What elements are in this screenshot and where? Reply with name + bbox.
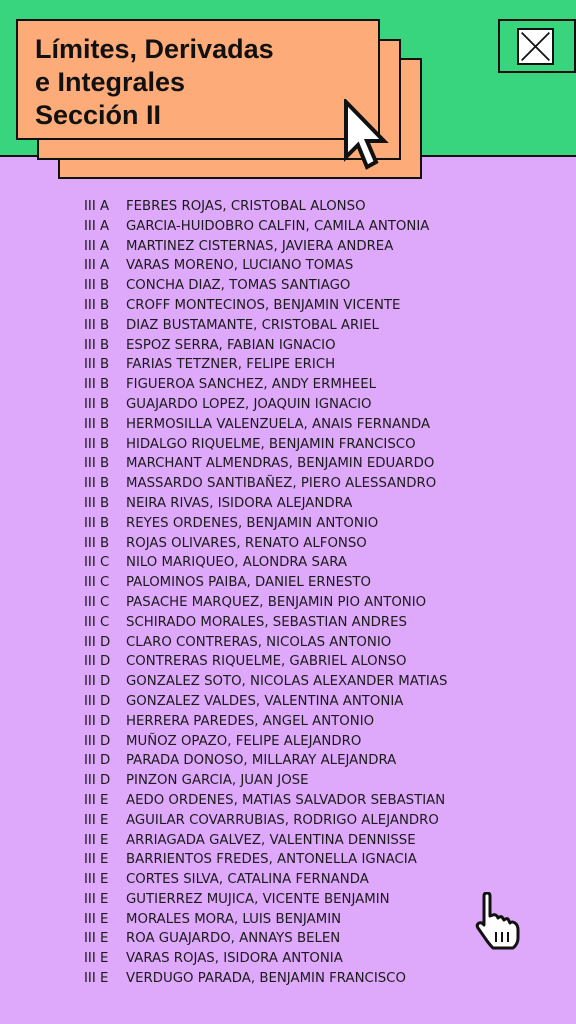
list-item: [84, 534, 447, 554]
list-item: [84, 514, 447, 534]
list-item: [84, 435, 447, 455]
course-label: III C: [84, 594, 110, 610]
course-label: III C: [84, 614, 110, 630]
student-name: VERDUGO PARADA, BENJAMIN FRANCISCO: [126, 971, 406, 987]
course-label: III B: [84, 297, 110, 313]
student-name: CROFF MONTECINOS, BENJAMIN VICENTE: [126, 297, 401, 313]
student-name: HIDALGO RIQUELME, BENJAMIN FRANCISCO: [126, 436, 416, 452]
course-label: III A: [84, 199, 110, 214]
list-item: [84, 256, 447, 276]
title-line-1: Límites, Derivadas: [35, 34, 274, 64]
hand-pointer-icon: [474, 892, 522, 950]
course-label: III E: [84, 891, 109, 907]
course-label: III B: [84, 456, 110, 472]
course-label: III D: [84, 773, 111, 789]
list-item: [84, 553, 447, 573]
student-name: CLARO CONTRERAS, NICOLAS ANTONIO: [126, 634, 392, 650]
close-button[interactable]: [498, 19, 576, 73]
list-item: [84, 712, 447, 732]
course-label: III E: [84, 971, 109, 987]
course-label: III B: [84, 396, 110, 412]
list-item: [84, 652, 447, 672]
course-label: III D: [84, 674, 111, 690]
student-name: GARCIA-HUIDOBRO CALFIN, CAMILA ANTONIA: [126, 218, 430, 234]
course-label: III B: [84, 317, 110, 333]
course-label: III B: [84, 337, 110, 353]
course-label: III A: [84, 238, 110, 254]
list-item: [84, 296, 447, 316]
course-label: III B: [84, 278, 110, 294]
course-label: III E: [84, 832, 109, 848]
course-label: III D: [84, 693, 111, 709]
list-item: [84, 217, 447, 237]
student-name: AGUILAR COVARRUBIAS, RODRIGO ALEJANDRO: [126, 812, 439, 828]
student-name: FARIAS TETZNER, FELIPE ERICH: [126, 357, 336, 373]
course-label: III B: [84, 535, 110, 551]
student-name: DIAZ BUSTAMANTE, CRISTOBAL ARIEL: [126, 317, 379, 333]
course-label: III B: [84, 436, 110, 452]
student-list: [84, 197, 447, 989]
student-name: MASSARDO SANTIBAÑEZ, PIERO ALESSANDRO: [126, 476, 437, 492]
list-item: [84, 355, 447, 375]
student-name: FIGUEROA SANCHEZ, ANDY ERMHEEL: [126, 377, 377, 393]
list-item: [84, 573, 447, 593]
student-name: BARRIENTOS FREDES, ANTONELLA IGNACIA: [126, 852, 417, 868]
list-item: [84, 831, 447, 851]
list-item: [84, 929, 447, 949]
list-item: [84, 494, 447, 514]
list-item: [84, 237, 447, 257]
list-item: [84, 375, 447, 395]
course-label: III E: [84, 911, 109, 927]
course-label: III D: [84, 753, 111, 769]
title-card: [16, 19, 380, 140]
student-name: NEIRA RIVAS, ISIDORA ALEJANDRA: [126, 495, 353, 511]
course-label: III E: [84, 852, 109, 868]
close-icon[interactable]: [517, 28, 554, 65]
list-item: [84, 771, 447, 791]
student-name: GONZALEZ SOTO, NICOLAS ALEXANDER MATIAS: [126, 674, 448, 690]
list-item: [84, 316, 447, 336]
course-label: III E: [84, 792, 109, 808]
list-item: [84, 890, 447, 910]
title-line-2: e Integrales: [35, 67, 186, 97]
list-item: [84, 336, 447, 356]
student-name: NILO MARIQUEO, ALONDRA SARA: [126, 555, 348, 571]
page-title: [35, 33, 375, 132]
student-name: VARAS ROJAS, ISIDORA ANTONIA: [126, 951, 343, 967]
course-label: III B: [84, 515, 110, 531]
course-label: III E: [84, 872, 109, 888]
list-item: [84, 870, 447, 890]
course-label: III B: [84, 495, 110, 511]
list-item: [84, 415, 447, 435]
student-name: HERRERA PAREDES, ANGEL ANTONIO: [126, 713, 375, 729]
student-name: ROA GUAJARDO, ANNAYS BELEN: [126, 931, 341, 947]
course-label: III D: [84, 634, 111, 650]
student-name: HERMOSILLA VALENZUELA, ANAIS FERNANDA: [126, 416, 431, 432]
student-name: VARAS MORENO, LUCIANO TOMAS: [126, 258, 354, 274]
list-item: [84, 949, 447, 969]
student-name: ESPOZ SERRA, FABIAN IGNACIO: [126, 337, 336, 353]
student-name: ARRIAGADA GALVEZ, VALENTINA DENNISSE: [126, 832, 416, 848]
list-item: [84, 811, 447, 831]
course-label: III B: [84, 416, 110, 432]
arrow-cursor-icon: [343, 99, 391, 179]
student-name: MORALES MORA, LUIS BENJAMIN: [126, 911, 342, 927]
list-item: [84, 969, 447, 989]
student-name: SCHIRADO MORALES, SEBASTIAN ANDRES: [126, 614, 407, 630]
student-name: MUÑOZ OPAZO, FELIPE ALEJANDRO: [126, 733, 362, 749]
list-item: [84, 613, 447, 633]
list-item: [84, 197, 447, 217]
list-item: [84, 910, 447, 930]
student-name: AEDO ORDENES, MATIAS SALVADOR SEBASTIAN: [126, 792, 446, 808]
course-label: III B: [84, 476, 110, 492]
course-label: III C: [84, 575, 110, 591]
student-name: CONCHA DIAZ, TOMAS SANTIAGO: [126, 278, 351, 294]
student-name: REYES ORDENES, BENJAMIN ANTONIO: [126, 515, 379, 531]
list-item: [84, 593, 447, 613]
student-name: CONTRERAS RIQUELME, GABRIEL ALONSO: [126, 654, 407, 670]
course-label: III D: [84, 733, 111, 749]
course-label: III A: [84, 218, 110, 234]
list-item: [84, 633, 447, 653]
student-name: PINZON GARCIA, JUAN JOSE: [126, 773, 309, 789]
list-item: [84, 732, 447, 752]
course-label: III B: [84, 357, 110, 373]
student-name: ROJAS OLIVARES, RENATO ALFONSO: [126, 535, 367, 551]
list-item: [84, 791, 447, 811]
student-name: PASACHE MARQUEZ, BENJAMIN PIO ANTONIO: [126, 594, 427, 610]
course-label: III E: [84, 812, 109, 828]
list-item: [84, 454, 447, 474]
course-label: III E: [84, 951, 109, 967]
student-name: PARADA DONOSO, MILLARAY ALEJANDRA: [126, 753, 397, 769]
list-item: [84, 395, 447, 415]
list-item: [84, 474, 447, 494]
course-label: III C: [84, 555, 110, 571]
list-item: [84, 751, 447, 771]
student-name: PALOMINOS PAIBA, DANIEL ERNESTO: [126, 575, 372, 591]
student-name: MARCHANT ALMENDRAS, BENJAMIN EDUARDO: [126, 456, 435, 472]
student-name: FEBRES ROJAS, CRISTOBAL ALONSO: [126, 199, 366, 214]
list-item: [84, 850, 447, 870]
course-label: III D: [84, 654, 111, 670]
course-label: III E: [84, 931, 109, 947]
student-name: MARTINEZ CISTERNAS, JAVIERA ANDREA: [126, 238, 394, 254]
course-label: III A: [84, 258, 110, 274]
list-item: [84, 692, 447, 712]
student-name: GUTIERREZ MUJICA, VICENTE BENJAMIN: [126, 891, 390, 907]
course-label: III B: [84, 377, 110, 393]
course-label: III D: [84, 713, 111, 729]
title-line-3: Sección II: [35, 100, 162, 130]
student-name: CORTES SILVA, CATALINA FERNANDA: [126, 872, 369, 888]
student-name: GUAJARDO LOPEZ, JOAQUIN IGNACIO: [126, 396, 372, 412]
list-item: [84, 672, 447, 692]
student-name: GONZALEZ VALDES, VALENTINA ANTONIA: [126, 693, 404, 709]
list-item: [84, 276, 447, 296]
